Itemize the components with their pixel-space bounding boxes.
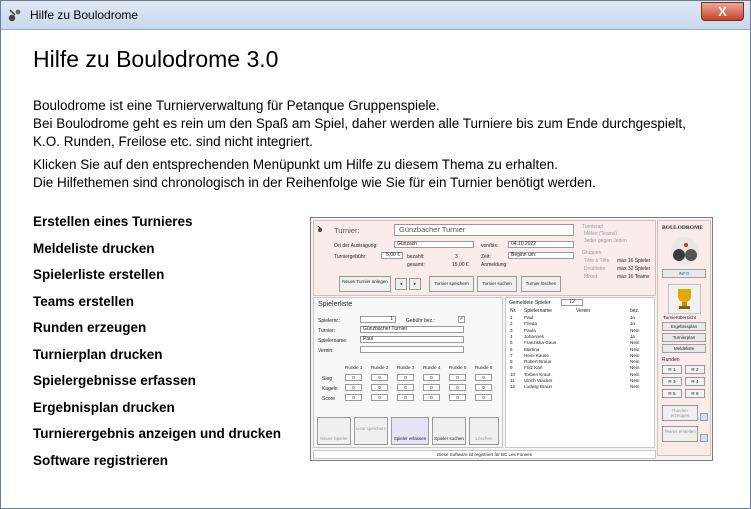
preview-bezahlt-label: bezahlt: [407,254,425,260]
score-cell[interactable]: 0 [475,394,492,401]
menu-item-software-registrieren[interactable]: Software registrieren [33,452,169,468]
preview-zeit-label: Zeit: [481,254,491,260]
table-row[interactable] [510,365,652,371]
preview-gruppen-opt2-max: max 32 Spieler [617,266,651,272]
player-bez: Ja [630,333,635,339]
intro-line-2: Bei Boulodrome geht es rein um den Spaß am Spiel, daher werden alle Turniere bis zum Ende durchgespielt, [33,116,686,131]
menu-item-turnierergebnis[interactable]: Turnierergebnis anzeigen und drucken [33,426,282,441]
preview-vonbis-value: 04.10.2022 [508,241,574,248]
preview-gebuehr-bez-checkbox[interactable]: ✓ [459,316,464,322]
player-nr: 3 [510,327,513,333]
preview-zeit-value: Beginn um: [508,252,574,259]
player-name: Heini Kause [524,352,549,358]
window-title: Hilfe zu Boulodrome [30,8,139,22]
title-bar[interactable] [1,1,750,30]
preview-btn-turnier-speichern[interactable]: Turnier speichern [429,276,474,292]
table-row[interactable] [510,315,652,321]
preview-verein-input[interactable] [360,346,464,353]
preview-turnier-field-label: Turnier: [318,328,336,334]
preview-gemeldete-value: 12 [561,299,583,306]
table-row[interactable] [510,384,652,390]
score-cell[interactable]: 0 [371,384,388,391]
preview-prev-icon[interactable]: ◂ [395,278,407,290]
preview-gemeldete-label: Gemeldete Spieler [509,300,551,306]
menu-item-spielerliste-erstellen[interactable]: Spielerliste erstellen [33,267,165,282]
preview-col-verein: Verein [576,308,591,314]
preview-gruppen-opt2[interactable]: Doublette [584,266,606,272]
preview-gesamt-label: gesamt: [407,262,425,268]
menu-item-turnierplan-drucken[interactable]: Turnierplan drucken [33,346,163,362]
preview-btn-loeschen[interactable]: Löschen [469,417,499,445]
preview-logo-text: BOULODROME [662,225,703,231]
preview-teams-arrow-icon[interactable] [700,434,708,442]
player-nr: 4 [510,333,513,339]
preview-ort-value: Günzach [394,241,474,248]
preview-spielernr-label: Spielernr.: [318,318,341,324]
player-name: Ulrich Wacker [524,378,553,383]
preview-runden-label: Runden [662,357,680,363]
player-bez: Nein [630,327,640,333]
preview-gruppen-opt3[interactable]: Mixed [584,274,598,280]
score-cell[interactable]: 0 [449,384,466,391]
score-cell[interactable]: 0 [397,384,414,391]
preview-turnier-panel [313,220,656,296]
player-nr: 11 [510,378,515,383]
preview-row-sieg-label: Sieg [322,376,333,382]
preview-menu-panel [657,220,711,456]
player-bez: Ja [630,321,635,327]
table-row[interactable] [510,321,652,327]
preview-btn-turnier-suchen[interactable]: Turnier suchen [477,276,517,292]
player-name: Robert Braun [524,359,552,365]
preview-spielername-label: Spielername: [318,338,348,344]
score-cell[interactable]: 0 [475,374,492,381]
preview-btn-ergebnisplan[interactable]: Ergebnisplan [662,322,706,331]
preview-col-nr: Nr. [510,308,517,314]
preview-round-4-button[interactable]: R 4 [685,377,705,386]
table-row[interactable] [510,353,652,359]
preview-turnierart-opt1[interactable]: Mêlée (Teams) [584,231,618,237]
preview-btn-runden-erzeugen[interactable]: Runden erzeugen [662,405,698,421]
menu-item-teams-erstellen[interactable]: Teams erstellen [33,293,135,309]
preview-round-2-button[interactable]: R 2 [685,365,705,374]
preview-runde-5-header: Runde 5 [449,365,467,370]
preview-gruppen-opt1-max: max 16 Spieler [617,258,651,264]
preview-btn-meldeliste[interactable]: Meldeliste [662,344,706,353]
player-name: Johannes [524,333,544,339]
table-row[interactable] [510,340,652,346]
boule-logo-icon [666,233,704,269]
score-cell[interactable]: 0 [345,394,362,401]
preview-turnier-label: Turnier: [334,226,360,235]
player-nr: 7 [510,352,513,358]
preview-spielername-input[interactable]: Paul [360,336,464,343]
table-row[interactable] [510,372,652,378]
player-nr: 1 [510,315,513,320]
score-cell[interactable]: 0 [423,394,440,401]
help-topic-menu [33,213,281,478]
score-cell[interactable]: 0 [345,374,362,381]
petanque-app-icon [7,7,23,23]
preview-status-bar: Diese Software ist registriert für BC Les Fonnes [313,450,656,459]
preview-btn-turnier-loeschen[interactable]: Turnier löschen [521,276,561,292]
help-content [1,31,750,508]
player-nr: 9 [510,365,513,371]
preview-turnierart-label: Turnierart [582,224,604,230]
player-name: Franziska Gaus [524,340,557,346]
preview-runde-1-header: Runde 1 [345,365,363,370]
table-row[interactable] [510,334,652,340]
player-bez: Nein [630,371,640,377]
preview-row-kugeln-label: Kugeln [322,386,338,392]
table-row[interactable] [510,328,652,334]
preview-spielerliste-panel [313,297,503,448]
preview-spielernr-value[interactable]: 1 [360,316,396,323]
preview-vonbis-label: von/bis: [481,243,499,249]
preview-btn-turnierplan[interactable]: Turnierplan [662,333,706,342]
preview-col-bez: bez. [630,308,640,314]
preview-spielerliste-title: Spielerliste [318,301,353,308]
preview-verein-label: Verein: [318,348,334,354]
close-button[interactable]: X [701,2,744,21]
intro-line-1: Boulodrome ist eine Turnierverwaltung für Petanque Gruppenspiele. [33,98,440,113]
menu-item-ergebnisplan-drucken[interactable]: Ergebnisplan drucken [33,399,175,415]
score-cell[interactable]: 0 [371,394,388,401]
player-name: Martina [524,346,540,352]
preview-btn-info[interactable]: INFO [662,269,706,278]
preview-round-5-button[interactable]: R 5 [662,389,682,398]
player-nr: 6 [510,346,513,352]
preview-runde-3-header: Runde 3 [397,365,415,370]
preview-bezahlt-value: 3 [455,254,458,260]
preview-runde-4-header: Runde 4 [423,365,441,370]
player-name: Ludwig Braun [524,384,553,390]
preview-btn-neues-turnier[interactable]: Neues Turnier anlegen [339,276,391,292]
preview-turnier-select[interactable]: Günzbacher Turnier [360,326,464,333]
preview-runden-arrow-icon[interactable] [700,413,708,421]
preview-gruppen-opt1[interactable]: Tête à Tête [584,258,610,264]
preview-ort-label: Ort der Austragung: [334,243,378,249]
preview-round-3-button[interactable]: R 3 [662,377,682,386]
player-bez: Nein [630,352,640,358]
preview-btn-spieler-erfassen[interactable]: Spieler erfassen [391,417,429,445]
preview-btn-teams-erstellen[interactable]: Teams erstellen [662,426,698,442]
player-bez: Nein [630,378,640,383]
preview-gruppen-label: Gruppen [582,250,602,256]
player-name: Fritz Karl [524,365,543,371]
menu-item-spielergebnisse-erfassen[interactable]: Spielergebnisse erfassen [33,373,196,388]
preview-turnier-name: Günzbacher Turnier [394,224,574,236]
score-cell[interactable]: 0 [345,384,362,391]
player-name: Torben Kraut [524,371,551,377]
table-row[interactable] [510,378,652,384]
menu-item-runden-erzeugen[interactable]: Runden erzeugen [33,320,147,335]
trophy-icon[interactable] [668,284,701,314]
player-bez: Nein [630,346,640,352]
preview-gebuehr-label: Turniergebühr: [334,254,367,260]
player-name: Paul [524,315,534,320]
player-nr: 12 [510,384,516,390]
preview-gebuehr-value: 5,00 € [381,252,403,259]
preview-round-6-button[interactable]: R 6 [685,389,705,398]
player-nr: 8 [510,359,513,365]
intro-line-3: K.O. Runden, Freilose etc. sind nicht integriert. [33,134,313,149]
score-cell[interactable]: 0 [423,374,440,381]
help-line-1: Klicken Sie auf den entsprechenden Menüpunkt um Hilfe zu diesem Thema zu erhalten. [33,157,559,172]
player-nr: 5 [510,340,513,346]
app-preview-screenshot [310,217,713,461]
preview-btn-liste-speichern[interactable]: Liste speichern [354,417,388,445]
player-nr: 2 [510,321,513,327]
preview-gruppen-opt3-max: max 16 Teams [617,274,650,280]
player-bez: Nein [630,384,640,390]
score-cell[interactable]: 0 [371,374,388,381]
menu-item-meldeliste-drucken[interactable]: Meldeliste drucken [33,240,155,256]
page-title: Hilfe zu Boulodrome 3.0 [33,46,279,72]
score-cell[interactable]: 0 [397,374,414,381]
preview-btn-neuer-spieler[interactable]: Neuer Spieler [317,417,351,445]
player-name: Paula [524,327,536,333]
player-name: Frieda [524,321,538,327]
score-cell[interactable]: 0 [475,384,492,391]
table-row[interactable] [510,359,652,365]
preview-col-spielername: Spielername [524,308,553,314]
preview-gemeldete-panel [505,297,655,448]
preview-runde-6-header: Runde 6 [475,365,493,370]
score-cell[interactable]: 0 [449,394,466,401]
preview-runde-2-header: Runde 2 [371,365,389,370]
preview-next-icon[interactable]: ▸ [409,278,421,290]
player-bez: Ja [630,315,635,320]
preview-turnieruebersicht-label[interactable]: Turnierübersicht [663,315,697,320]
help-line-2: Die Hilfethemen sind chronologisch in der Reihenfolge wie Sie für ein Turnier benötigt werden. [33,175,596,190]
preview-round-1-button[interactable]: R 1 [662,365,682,374]
menu-item-erstellen-turnier[interactable]: Erstellen eines Turnieres [33,214,193,229]
table-row[interactable] [510,347,652,353]
score-cell[interactable]: 0 [423,384,440,391]
preview-row-score-label: Score [322,396,336,402]
player-bez: Nein [630,340,640,346]
petanque-icon [317,225,325,233]
player-bez: Nein [630,359,640,365]
score-cell[interactable]: 0 [449,374,466,381]
preview-gebuehr-bez-label: Gebühr bez.: [406,318,435,324]
preview-btn-spieler-suchen[interactable]: Spieler suchen [432,417,466,445]
score-cell[interactable]: 0 [397,394,414,401]
preview-turnierart-opt2[interactable]: Jeder gegen Jeden [584,238,627,244]
player-bez: Nein [630,365,640,371]
player-nr: 10 [510,371,516,377]
preview-anmeldung-label: Anmeldung: [481,262,508,268]
preview-gesamt-value: 15,00 € [452,262,469,268]
